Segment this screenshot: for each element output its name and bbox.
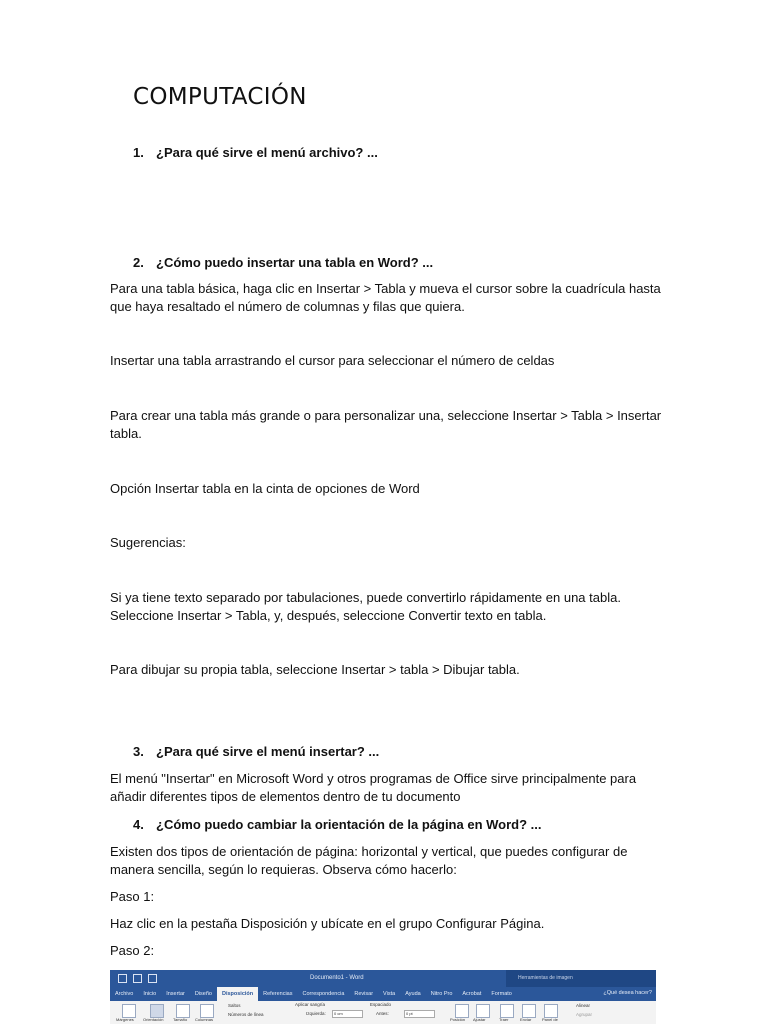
question-number: 2.	[133, 255, 144, 270]
question-2	[133, 255, 433, 270]
tell-me-box: ¿Qué desea hacer?	[603, 990, 652, 996]
paragraph: Haz clic en la pestaña Disposición y ubícate en el grupo Configurar Página.	[110, 916, 545, 931]
spacing-before-field: 0 pt	[404, 1010, 435, 1018]
question-text: ¿Para qué sirve el menú insertar? ...	[156, 744, 380, 759]
question-3	[133, 744, 379, 759]
undo-icon	[133, 974, 142, 983]
paragraph: Para una tabla básica, haga clic en Insertar > Tabla y mueva el cursor sobre la cuadrícula hasta que haya resaltado el número de columnas y filas que quiera.	[110, 281, 661, 314]
size-icon	[176, 1004, 190, 1018]
question-text: ¿Cómo puedo cambiar la orientación de la página en Word? ...	[156, 817, 542, 832]
indent-label: Aplicar sangría	[295, 1002, 326, 1007]
tab-disposicion: Disposición	[217, 987, 258, 1001]
paragraph: Si ya tiene texto separado por tabulaciones, puede convertirlo rápidamente en una tabla. Seleccione Insertar > Tabla, y, después, seleccione Convertir texto en tabla.	[110, 590, 621, 623]
send-backward-label: Enviar	[520, 1017, 532, 1022]
paragraph: Para crear una tabla más grande o para personalizar una, seleccione Insertar > Tabla > Insertar tabla.	[110, 408, 662, 441]
paragraph: Existen dos tipos de orientación de página: horizontal y vertical, que puedes configurar de manera sencilla, según lo requieras. Observa cómo hacerlo:	[110, 844, 628, 877]
orientation-label: Orientación	[143, 1017, 164, 1022]
tab-correspondencia: Correspondencia	[302, 991, 345, 997]
question-4	[133, 817, 541, 832]
paragraph: Para dibujar su propia tabla, seleccione Insertar > tabla > Dibujar tabla.	[110, 662, 520, 677]
position-label: Posición	[450, 1017, 466, 1022]
tab-insertar: Insertar	[166, 991, 185, 997]
question-text: ¿Para qué sirve el menú archivo? ...	[156, 145, 378, 160]
question-text: ¿Cómo puedo insertar una tabla en Word? ...	[156, 255, 434, 270]
selection-pane-label: Panel de	[542, 1017, 558, 1022]
line-numbers-label: Números de línea	[228, 1012, 264, 1017]
margins-label: Márgenes	[116, 1017, 134, 1022]
question-1	[133, 145, 378, 160]
tab-acrobat: Acrobat	[462, 991, 482, 997]
wrap-label: Ajustar	[473, 1017, 486, 1022]
columns-label: Columnas	[195, 1017, 214, 1022]
paragraph: Insertar una tabla arrastrando el cursor para seleccionar el número de celdas	[110, 353, 555, 368]
orientation-icon	[150, 1004, 164, 1018]
columns-icon	[200, 1004, 214, 1018]
picture-tools-label: Herramientas de imagen	[506, 970, 656, 987]
question-number: 1.	[133, 145, 144, 160]
bring-forward-icon	[500, 1004, 514, 1018]
spacing-label: Espaciado	[370, 1002, 392, 1007]
tab-ayuda: Ayuda	[405, 991, 421, 997]
indent-left-field: 0 cm	[332, 1010, 363, 1018]
question-number: 3.	[133, 744, 144, 759]
align-label: Alinear	[576, 1003, 591, 1008]
paragraph: Paso 2:	[110, 943, 155, 958]
indent-left-label: Izquierda:	[306, 1011, 326, 1016]
tab-vista: Vista	[383, 991, 396, 997]
document-title: COMPUTACIÓN	[133, 84, 307, 110]
breaks-label: Saltos	[228, 1003, 241, 1008]
position-icon	[455, 1004, 469, 1018]
tab-diseno: Diseño	[194, 991, 212, 997]
tab-revisar: Revisar	[354, 991, 374, 997]
tab-inicio: Inicio	[143, 991, 157, 997]
ribbon-tabs	[110, 987, 656, 1001]
paragraph: El menú "Insertar" en Microsoft Word y otros programas de Office sirve principalmente para añadir diferentes tipos de elementos dentro de tu documento	[110, 771, 637, 804]
selection-pane-icon	[544, 1004, 558, 1018]
bring-forward-label: Traer	[499, 1017, 509, 1022]
tab-referencias: Referencias	[263, 991, 293, 997]
quick-access-toolbar	[118, 974, 157, 983]
wrap-icon	[476, 1004, 490, 1018]
save-icon	[118, 974, 127, 983]
window-title: Documento1 - Word	[310, 975, 364, 981]
paragraph: Paso 1:	[110, 889, 155, 904]
size-label: Tamaño	[173, 1017, 188, 1022]
send-backward-icon	[522, 1004, 536, 1018]
word-ribbon-screenshot	[110, 970, 656, 1024]
ribbon-content	[110, 1001, 656, 1024]
question-number: 4.	[133, 817, 144, 832]
group-label: Agrupar	[576, 1012, 593, 1017]
paragraph: Sugerencias:	[110, 535, 186, 550]
tab-nitro-pro: Nitro Pro	[430, 991, 453, 997]
tab-formato: Formato	[491, 991, 512, 997]
word-title-bar	[110, 970, 656, 987]
margins-icon	[122, 1004, 136, 1018]
redo-icon	[148, 974, 157, 983]
paragraph: Opción Insertar tabla en la cinta de opciones de Word	[110, 481, 420, 496]
spacing-before-label: Antes:	[376, 1011, 389, 1016]
tab-archivo: Archivo	[115, 991, 134, 997]
